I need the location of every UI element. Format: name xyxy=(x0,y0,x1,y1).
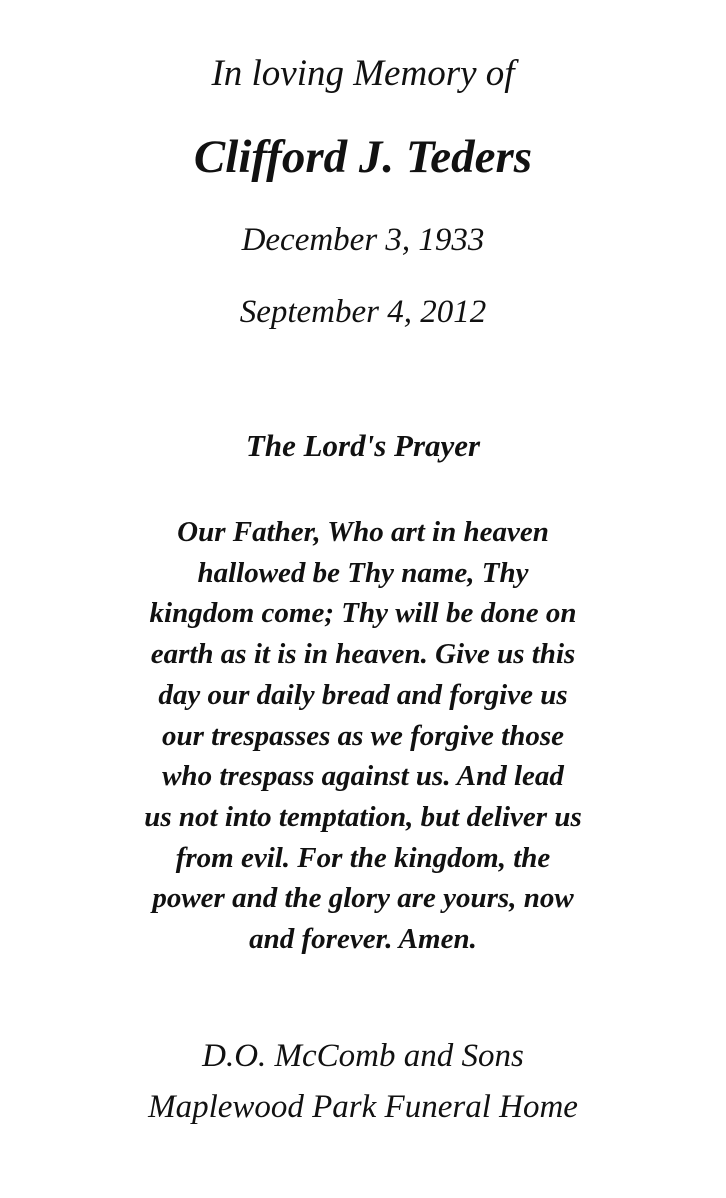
funeral-home-line-2: Maplewood Park Funeral Home xyxy=(148,1089,578,1125)
prayer-line: hallowed be Thy name, Thy xyxy=(197,556,529,589)
prayer-line: from evil. For the kingdom, the xyxy=(175,841,551,874)
prayer-line: day our daily bread and forgive us xyxy=(158,678,568,711)
prayer-title: The Lord's Prayer xyxy=(245,428,481,463)
prayer-line: who trespass against us. And lead xyxy=(162,760,564,793)
prayer-line: power and the glory are yours, now xyxy=(152,882,574,915)
prayer-text xyxy=(60,512,666,960)
prayer-line: our trespasses as we forgive those xyxy=(162,719,564,752)
prayer-line: earth as it is in heaven. Give us this xyxy=(150,638,576,671)
prayer-line: Our Father, Who art in heaven xyxy=(177,516,549,548)
funeral-home-line-1: D.O. McComb and Sons xyxy=(202,1038,524,1074)
death-date: September 4, 2012 xyxy=(239,294,487,330)
birth-date: December 3, 1933 xyxy=(241,222,485,258)
prayer-line: kingdom come; Thy will be done on xyxy=(149,597,577,630)
prayer-line: us not into temptation, but deliver us xyxy=(144,800,582,833)
deceased-name: Clifford J. Teders xyxy=(193,131,533,183)
memorial-intro: In loving Memory of xyxy=(211,53,515,94)
prayer-line: and forever. Amen. xyxy=(249,923,477,956)
